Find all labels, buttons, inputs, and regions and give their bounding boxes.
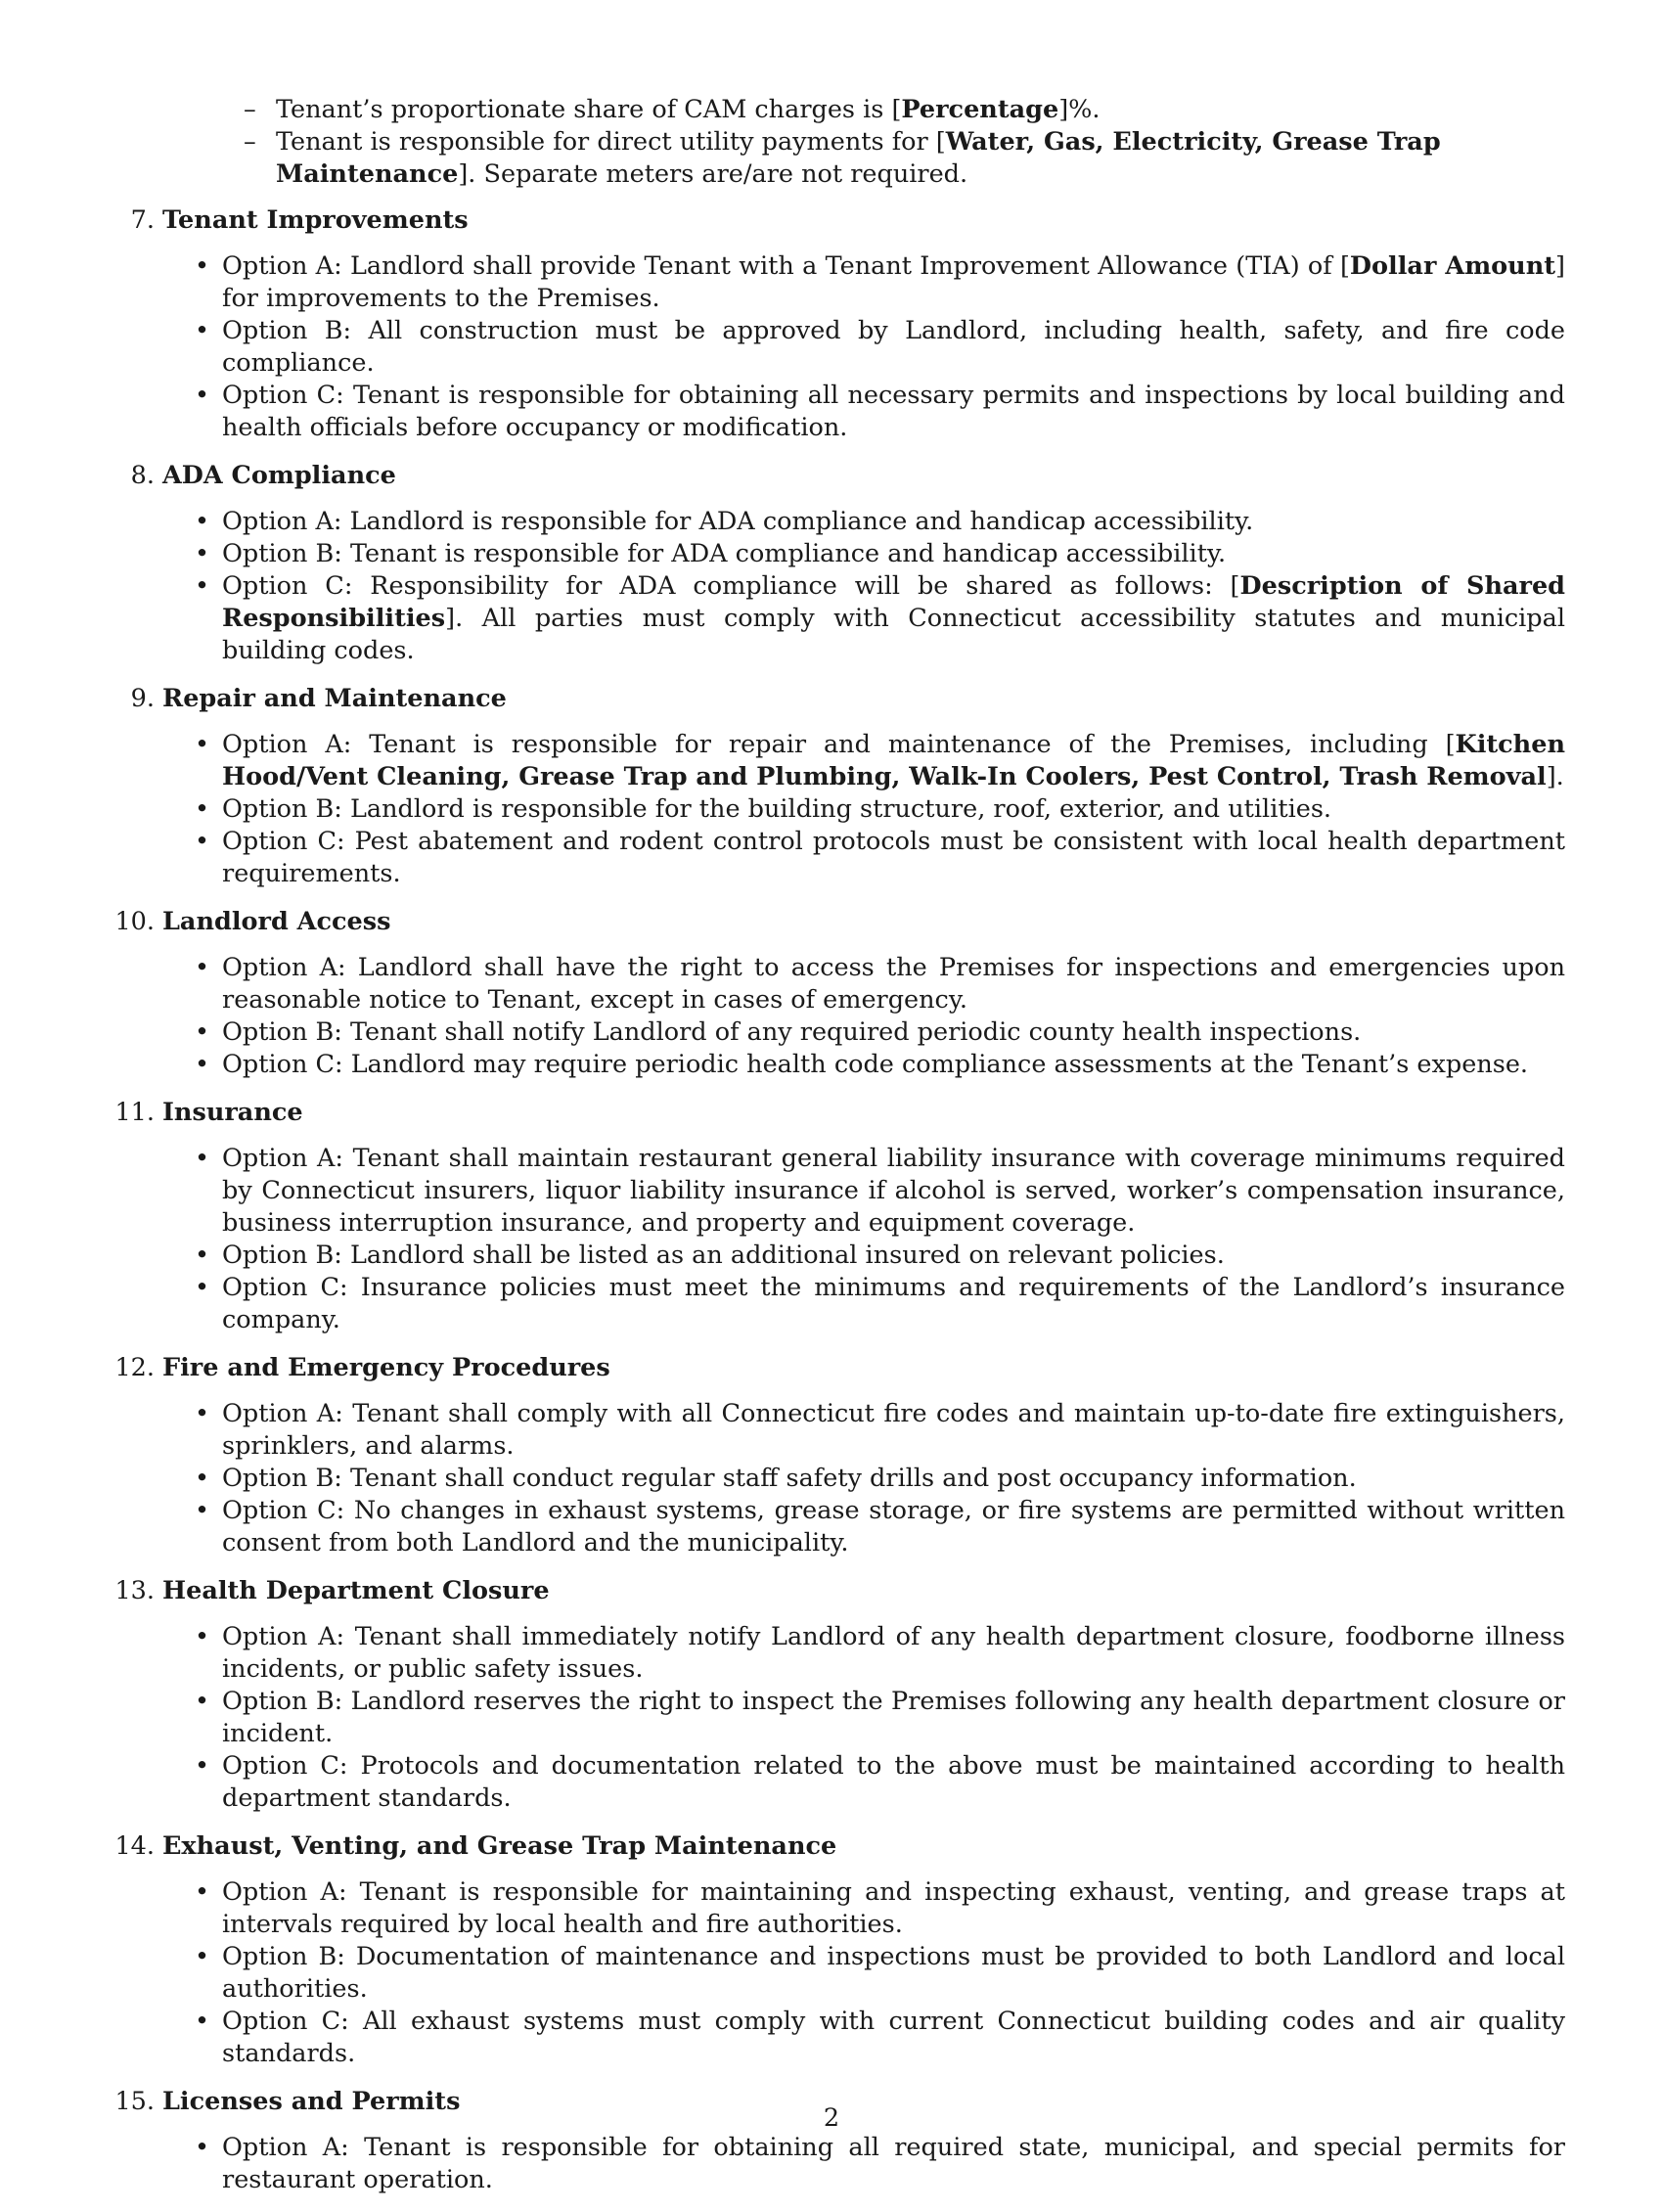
option-item xyxy=(162,729,1565,793)
section-10 xyxy=(114,906,1565,1081)
text-segment: ]. All parties must comply with Connecticut accessibility statutes and municipal building codes. xyxy=(222,604,1565,665)
section-number: 15. xyxy=(114,2087,155,2116)
option-item xyxy=(162,1398,1565,1463)
text-segment: Option B: Documentation of maintenance and inspections must be provided to both Landlord and local authorities. xyxy=(222,1942,1565,2004)
text-segment: Option C: No changes in exhaust systems, grease storage, or fire systems are permitted without written consent from both Landlord and the municipality. xyxy=(222,1496,1565,1557)
section-title: Tenant Improvements xyxy=(162,205,469,235)
option-list xyxy=(162,1876,1565,2070)
section-12 xyxy=(114,1352,1565,1559)
text-segment: ]. Separate meters are/are not required. xyxy=(458,159,968,189)
option-list xyxy=(162,1398,1565,1559)
option-item xyxy=(162,1016,1565,1049)
section-title: Insurance xyxy=(162,1098,303,1127)
option-item xyxy=(162,1495,1565,1559)
text-segment: Option A: Landlord shall provide Tenant with a Tenant Improvement Allowance (TIA) of [ xyxy=(222,251,1350,281)
dash-item xyxy=(162,126,1565,191)
option-list xyxy=(162,952,1565,1081)
text-segment: Option A: Tenant shall maintain restaurant general liability insurance with coverage minimums required by Connecticut insurers, liquor liability insurance if alcohol is served, worker’s compensation insurance, business interruption insurance, and property and equipment coverage. xyxy=(222,1144,1565,1238)
placeholder-field: Description of Shared Responsibilities xyxy=(222,571,1565,633)
option-item xyxy=(162,538,1565,570)
placeholder-field: Dollar Amount xyxy=(1349,251,1556,281)
option-item xyxy=(162,1876,1565,1941)
section-heading xyxy=(130,204,1565,237)
text-segment: Option A: Tenant is responsible for obtaining all required state, municipal, and special permits for restaurant operation. xyxy=(222,2133,1565,2194)
section-title: Fire and Emergency Procedures xyxy=(162,1353,610,1382)
option-list xyxy=(162,250,1565,444)
section-14 xyxy=(114,1830,1565,2070)
option-item xyxy=(162,1143,1565,1240)
text-segment: Option B: Landlord reserves the right to inspect the Premises following any health department closure or incident. xyxy=(222,1687,1565,1748)
placeholder-field: Water, Gas, Electricity, Grease Trap Maintenance xyxy=(276,127,1441,189)
option-item xyxy=(162,570,1565,667)
text-segment: Tenant is responsible for direct utility payments for [ xyxy=(276,127,946,157)
text-segment: Option C: Tenant is responsible for obtaining all necessary permits and inspections by local building and health officials before occupancy or modification. xyxy=(222,381,1565,442)
text-segment: Option A: Tenant is responsible for maintaining and inspecting exhaust, venting, and grease traps at intervals required by local health and fire authorities. xyxy=(222,1877,1565,1939)
text-segment: Option A: Landlord is responsible for ADA compliance and handicap accessibility. xyxy=(222,507,1254,536)
section-13 xyxy=(114,1575,1565,1815)
option-item xyxy=(162,1272,1565,1336)
lease-sections xyxy=(114,204,1565,2196)
text-segment: Option B: Tenant shall notify Landlord of any required periodic county health inspections. xyxy=(222,1017,1362,1047)
option-item xyxy=(162,2132,1565,2196)
section-number: 10. xyxy=(114,907,155,936)
text-segment: Option B: Landlord is responsible for the building structure, roof, exterior, and utilities. xyxy=(222,794,1332,824)
option-item xyxy=(162,1621,1565,1686)
section-heading xyxy=(114,906,1565,938)
dash-marker: – xyxy=(244,95,256,124)
option-item xyxy=(162,1941,1565,2006)
section-title: Exhaust, Venting, and Grease Trap Maintenance xyxy=(162,1831,837,1861)
section-7 xyxy=(130,204,1565,444)
option-list xyxy=(162,1621,1565,1815)
section-title: Landlord Access xyxy=(162,907,391,936)
option-list xyxy=(162,1143,1565,1336)
section-heading xyxy=(114,1830,1565,1863)
placeholder-field: Percentage xyxy=(901,95,1059,124)
section-heading xyxy=(114,1097,1565,1129)
section-heading xyxy=(130,683,1565,715)
option-item xyxy=(162,826,1565,890)
option-list xyxy=(162,2132,1565,2196)
text-segment: Option B: Tenant is responsible for ADA compliance and handicap accessibility. xyxy=(222,539,1227,568)
option-item xyxy=(162,1750,1565,1815)
section-number: 8. xyxy=(130,461,155,490)
option-item xyxy=(162,1686,1565,1750)
section-number: 12. xyxy=(114,1353,155,1382)
section-heading xyxy=(130,460,1565,492)
option-item xyxy=(162,506,1565,538)
option-list xyxy=(162,729,1565,890)
text-segment: Option A: Tenant shall immediately notify Landlord of any health department closure, foodborne illness incidents, or public safety issues. xyxy=(222,1622,1565,1684)
text-segment: Option B: Landlord shall be listed as an additional insured on relevant policies. xyxy=(222,1241,1225,1270)
text-segment: Option A: Landlord shall have the right to access the Premises for inspections and emergencies upon reasonable notice to Tenant, except in cases of emergency. xyxy=(222,953,1565,1015)
section-number: 14. xyxy=(114,1831,155,1861)
text-segment: Option A: Tenant is responsible for repair and maintenance of the Premises, including [ xyxy=(222,730,1456,759)
dash-marker: – xyxy=(244,127,256,157)
section-15 xyxy=(114,2086,1565,2196)
section-number: 9. xyxy=(130,684,155,713)
page-number: 2 xyxy=(823,2103,840,2133)
section-number: 13. xyxy=(114,1576,155,1605)
section-title: Licenses and Permits xyxy=(162,2087,461,2116)
text-segment: Option C: Pest abatement and rodent control protocols must be consistent with local health department requirements. xyxy=(222,827,1565,888)
text-segment: Option B: All construction must be approved by Landlord, including health, safety, and fire code compliance. xyxy=(222,316,1565,378)
document-page xyxy=(114,94,1565,2212)
text-segment: Option C: All exhaust systems must comply with current Connecticut building codes and air quality standards. xyxy=(222,2007,1565,2068)
section-11 xyxy=(114,1097,1565,1336)
option-item xyxy=(162,250,1565,315)
text-segment: Option C: Landlord may require periodic health code compliance assessments at the Tenant’s expense. xyxy=(222,1050,1529,1079)
cam-subitems xyxy=(162,94,1565,191)
section-heading xyxy=(114,1575,1565,1607)
section-number: 7. xyxy=(130,205,155,235)
section-8 xyxy=(130,460,1565,667)
option-item xyxy=(162,1240,1565,1272)
text-segment: ] for improvements to the Premises. xyxy=(222,251,1565,313)
text-segment: Option B: Tenant shall conduct regular staff safety drills and post occupancy information. xyxy=(222,1464,1357,1493)
option-item xyxy=(162,380,1565,444)
option-item xyxy=(162,315,1565,380)
text-segment: Option C: Insurance policies must meet the minimums and requirements of the Landlord’s insurance company. xyxy=(222,1273,1565,1334)
section-heading xyxy=(114,1352,1565,1384)
option-list xyxy=(162,506,1565,667)
option-item xyxy=(162,1049,1565,1081)
option-item xyxy=(162,2006,1565,2070)
placeholder-field: Kitchen Hood/Vent Cleaning, Grease Trap and Plumbing, Walk-In Coolers, Pest Control, Trash Removal xyxy=(222,730,1565,791)
section-title: ADA Compliance xyxy=(162,461,396,490)
text-segment: Option A: Tenant shall comply with all Connecticut fire codes and maintain up-to-date fire extinguishers, sprinklers, and alarms. xyxy=(222,1399,1565,1461)
section-number: 11. xyxy=(114,1098,155,1127)
section-title: Repair and Maintenance xyxy=(162,684,507,713)
text-segment: ]%. xyxy=(1058,95,1101,124)
option-item xyxy=(162,1463,1565,1495)
section-title: Health Department Closure xyxy=(162,1576,550,1605)
dash-item xyxy=(162,94,1565,126)
text-segment: Tenant’s proportionate share of CAM charges is [ xyxy=(276,95,902,124)
text-segment: ]. xyxy=(1546,762,1564,791)
section-9 xyxy=(130,683,1565,890)
option-item xyxy=(162,793,1565,826)
option-item xyxy=(162,952,1565,1016)
text-segment: Option C: Responsibility for ADA compliance will be shared as follows: [ xyxy=(222,571,1240,601)
text-segment: Option C: Protocols and documentation related to the above must be maintained according to health department standards. xyxy=(222,1751,1565,1813)
